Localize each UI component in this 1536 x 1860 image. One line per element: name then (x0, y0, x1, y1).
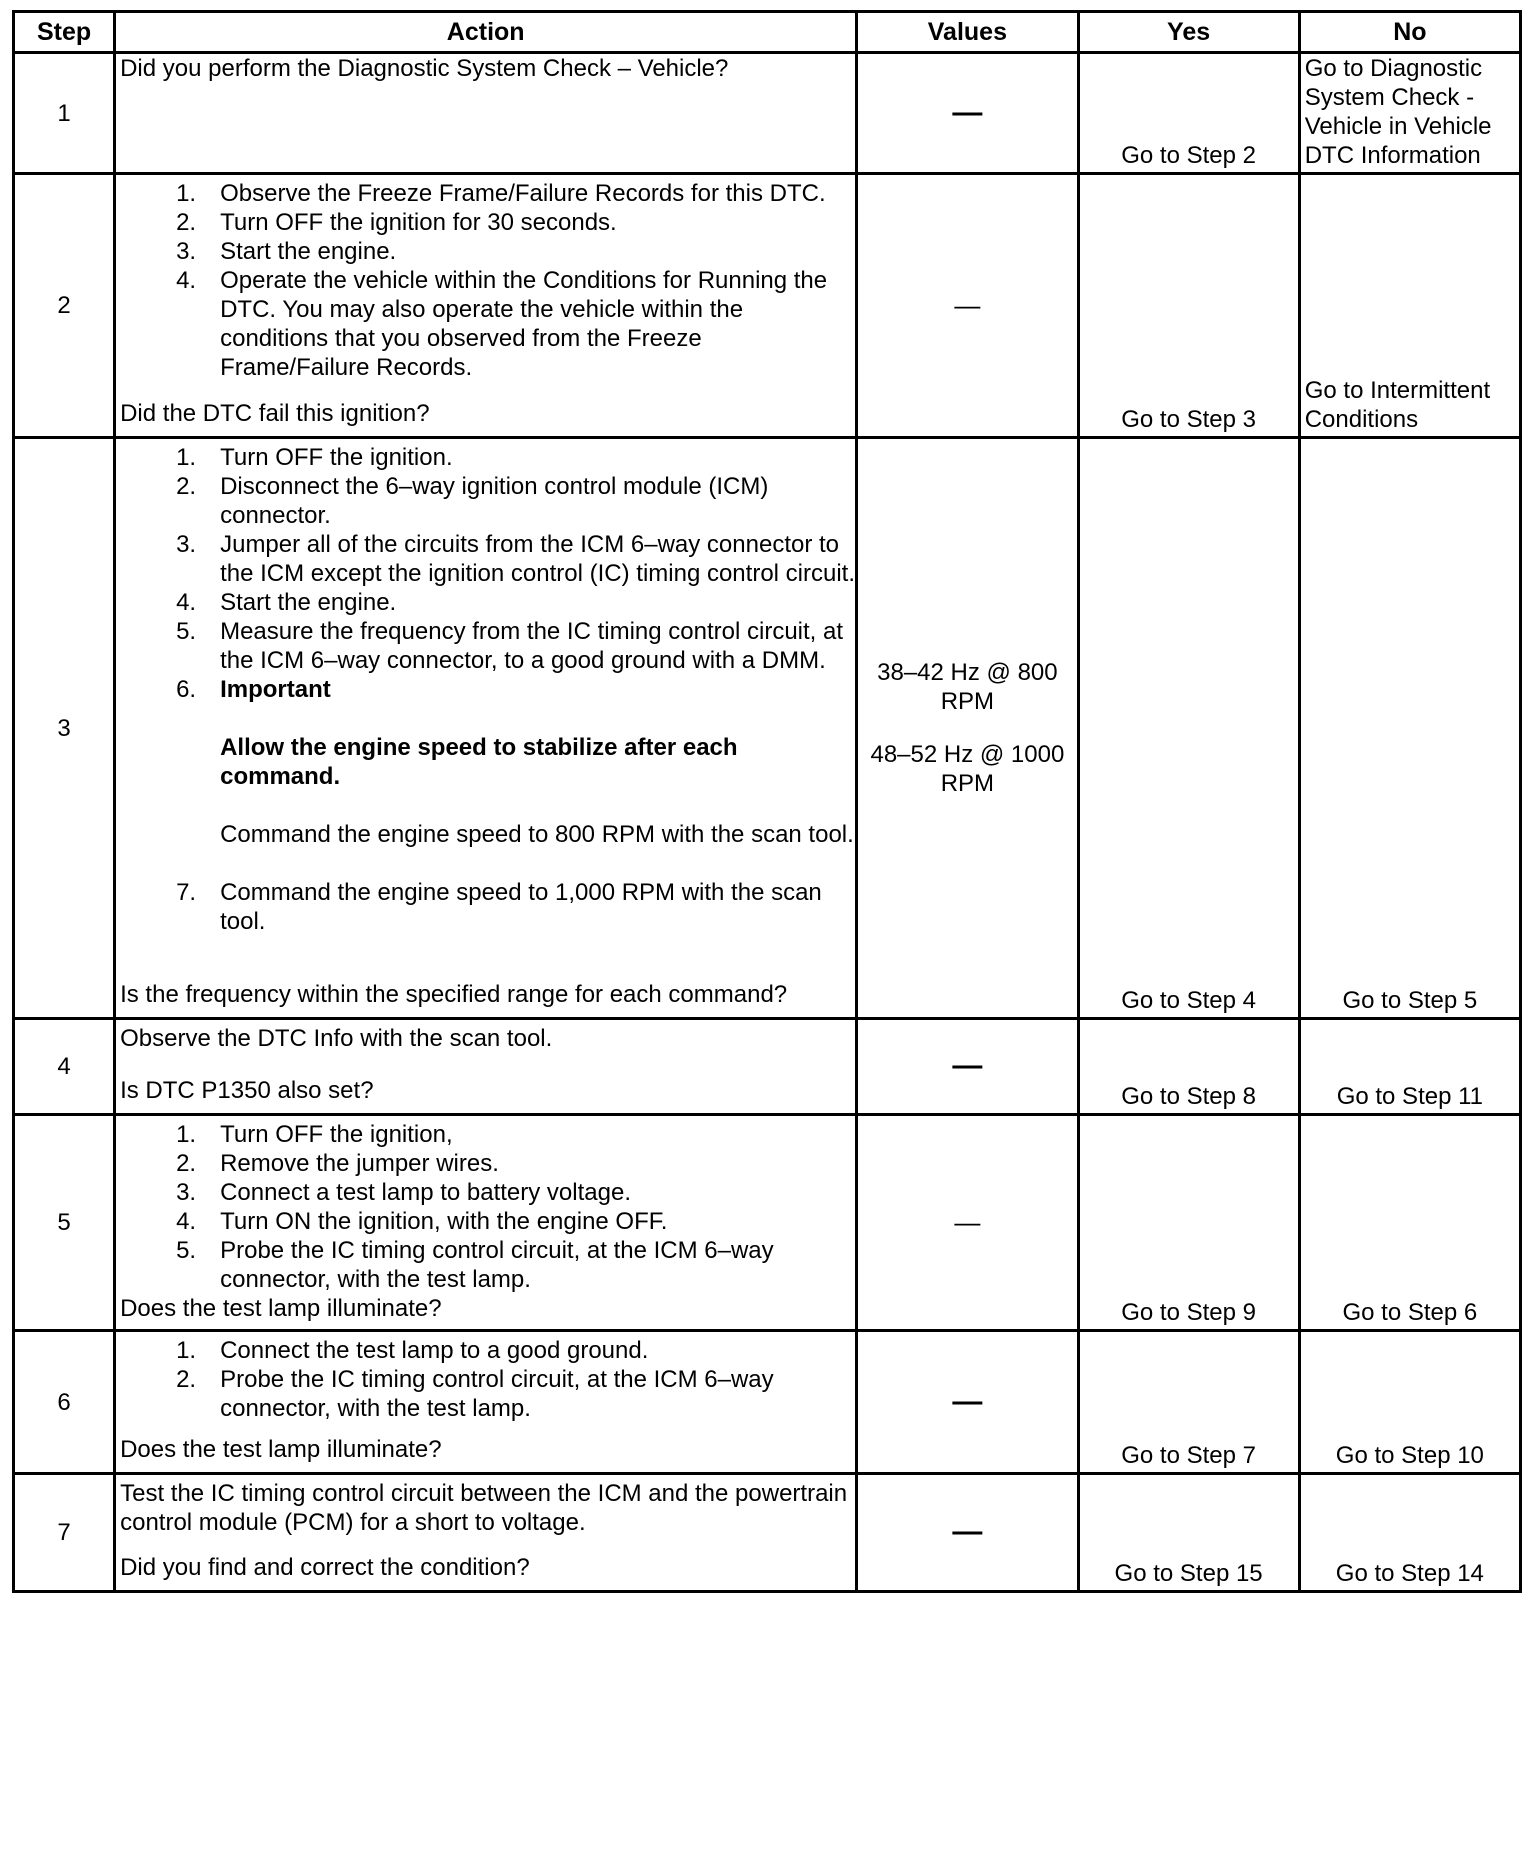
yes-text: Go to Step 7 (1121, 1442, 1256, 1469)
list-item: 2. Turn OFF the ignition for 30 seconds. (176, 209, 617, 236)
table-row (14, 174, 1521, 438)
step-number: 3 (14, 438, 115, 1019)
yes-cell (1078, 174, 1299, 438)
action-question: Did the DTC fail this ignition? (120, 400, 430, 427)
important-note: Allow the engine speed to stabilize after each command. (220, 734, 738, 790)
list-item: 4. Operate the vehicle within the Conditions for Running the DTC. You may also operate the vehicle within the conditions that you observed from the Freeze Frame/Failure Records. (176, 267, 828, 381)
yes-text: Go to Step 15 (1114, 1560, 1263, 1587)
diagnostic-table (12, 10, 1522, 1593)
action-steps (116, 1116, 855, 1294)
no-cell (1299, 1019, 1520, 1115)
no-cell (1299, 53, 1520, 174)
action-steps (116, 175, 855, 382)
yes-cell (1078, 1331, 1299, 1474)
list-item: 5. Probe the IC timing control circuit, at the ICM 6–way connector, with the test lamp. (176, 1237, 774, 1293)
value-cell (857, 1474, 1078, 1592)
yes-cell (1078, 438, 1299, 1019)
list-item: 1. Turn OFF the ignition, (176, 1121, 453, 1148)
no-text: Go to Step 5 (1342, 987, 1478, 1014)
header-step: Step (14, 12, 115, 53)
no-text: Go to Intermittent Conditions (1304, 377, 1491, 433)
action-steps (116, 1332, 855, 1423)
list-item: 2. Remove the jumper wires. (176, 1150, 499, 1177)
no-cell (1299, 438, 1520, 1019)
value-text: — (952, 1515, 983, 1548)
table-row (14, 438, 1521, 1019)
no-text: Go to Step 14 (1335, 1560, 1484, 1587)
action-question: Is the frequency within the specified range for each command? (120, 981, 788, 1008)
action-steps (116, 439, 855, 936)
list-item: 3. Connect a test lamp to battery voltage. (176, 1179, 631, 1206)
list-item: 2. Probe the IC timing control circuit, at the ICM 6–way connector, with the test lamp. (176, 1366, 774, 1422)
action-cell (115, 1331, 857, 1474)
no-text: Go to Step 11 (1336, 1083, 1484, 1110)
table-row (14, 1331, 1521, 1474)
action-cell (115, 53, 857, 174)
list-item: 1. Turn OFF the ignition. (176, 444, 453, 471)
list-item: 7. Command the engine speed to 1,000 RPM with the scan tool. (176, 879, 822, 935)
no-cell (1299, 1115, 1520, 1331)
list-item: 2. Disconnect the 6–way ignition control module (ICM) connector. (176, 473, 769, 529)
action-question: Is DTC P1350 also set? (120, 1077, 374, 1104)
action-question: Does the test lamp illuminate? (120, 1436, 442, 1463)
no-cell (1299, 174, 1520, 438)
no-cell (1299, 1474, 1520, 1592)
action-cell (115, 1115, 857, 1331)
step-number: 2 (14, 174, 115, 438)
list-item: 5. Measure the frequency from the IC timing control circuit, at the ICM 6–way connector, to a good ground with a DMM. (176, 618, 844, 674)
step-number: 1 (14, 53, 115, 174)
action-cell (115, 1019, 857, 1115)
action-text: Did you perform the Diagnostic System Check – Vehicle? (120, 55, 729, 82)
yes-text: Go to Step 8 (1121, 1083, 1256, 1110)
step-number: 4 (14, 1019, 115, 1115)
value-cell (857, 1019, 1078, 1115)
yes-cell (1078, 1474, 1299, 1592)
yes-cell (1078, 1115, 1299, 1331)
diagnostic-table-page (12, 10, 1522, 1593)
value-cell (857, 1115, 1078, 1331)
action-text: Observe the DTC Info with the scan tool. (120, 1025, 553, 1052)
no-cell (1299, 1331, 1520, 1474)
header-values: Values (857, 12, 1078, 53)
list-item: 6. Important (116, 675, 855, 704)
no-text: Go to Step 10 (1335, 1442, 1484, 1469)
value-text: — (952, 95, 983, 129)
header-yes: Yes (1078, 12, 1299, 53)
list-item: 1. Observe the Freeze Frame/Failure Records for this DTC. (176, 180, 826, 207)
action-cell (115, 1474, 857, 1592)
value-cell (857, 174, 1078, 438)
value-cell (857, 1331, 1078, 1474)
value-cell (857, 438, 1078, 1019)
value-text: — (952, 1384, 983, 1418)
yes-cell (1078, 1019, 1299, 1115)
important-label: Important (220, 676, 331, 703)
value-text: — (952, 1049, 983, 1082)
list-item: 3. Jumper all of the circuits from the ICM 6–way connector to the ICM except the ignition control (IC) timing control circuit. (176, 531, 856, 587)
action-cell (115, 438, 857, 1019)
list-item: 3. Start the engine. (176, 238, 397, 265)
table-row (14, 1115, 1521, 1331)
value-text: — (954, 289, 981, 320)
yes-text: Go to Step 3 (1121, 406, 1256, 433)
value-cell (857, 53, 1078, 174)
header-no: No (1299, 12, 1520, 53)
action-text: Test the IC timing control circuit between the ICM and the powertrain control module (PCM) for a short to voltage. (120, 1480, 848, 1536)
no-text: Go to Diagnostic System Check - Vehicle in Vehicle DTC Information (1304, 55, 1492, 169)
yes-cell (1078, 53, 1299, 174)
header-action: Action (115, 12, 857, 53)
list-item-continuation: Command the engine speed to 800 RPM with the scan tool. (220, 821, 854, 848)
value-text: — (954, 1206, 981, 1237)
yes-text: Go to Step 9 (1121, 1299, 1256, 1326)
action-cell (115, 174, 857, 438)
action-question: Did you find and correct the condition? (120, 1554, 530, 1581)
header-row (14, 12, 1521, 53)
yes-text: Go to Step 4 (1121, 987, 1256, 1014)
no-text: Go to Step 6 (1342, 1299, 1478, 1326)
value-text-800: 38–42 Hz @ 800 RPM (877, 659, 1058, 715)
step-number: 6 (14, 1331, 115, 1474)
table-row (14, 1474, 1521, 1592)
table-row (14, 53, 1521, 174)
action-question: Does the test lamp illuminate? (120, 1295, 442, 1322)
list-item: 4. Turn ON the ignition, with the engine OFF. (176, 1208, 668, 1235)
step-number: 5 (14, 1115, 115, 1331)
step-number: 7 (14, 1474, 115, 1592)
list-item: 4. Start the engine. (176, 589, 397, 616)
table-row (14, 1019, 1521, 1115)
list-item: 1. Connect the test lamp to a good ground. (176, 1337, 649, 1364)
value-text-1000: 48–52 Hz @ 1000 RPM (870, 741, 1065, 797)
yes-text: Go to Step 2 (1121, 142, 1256, 169)
